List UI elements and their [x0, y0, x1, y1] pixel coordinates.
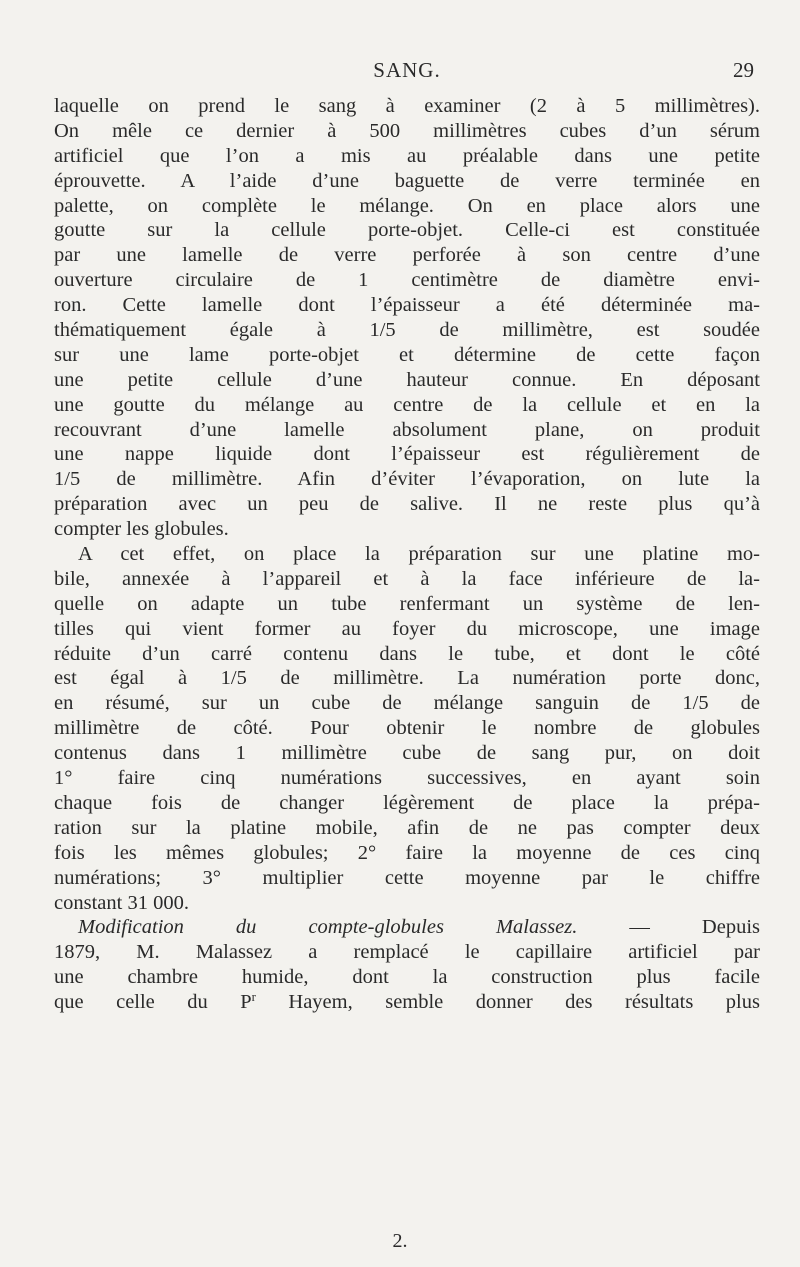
text-line: préparation avec un peu de salive. Il ne reste plus qu’à	[54, 493, 760, 516]
text-line: 1° faire cinq numérations successives, en ayant soin	[54, 767, 760, 790]
paragraph	[54, 915, 760, 1015]
heading-continuation: — Depuis	[577, 916, 760, 939]
text-line: thématiquement égale à 1/5 de millimètre, est soudée	[54, 319, 760, 342]
text-line: sur une lame porte-objet et détermine de cette façon	[54, 343, 760, 366]
text-line: éprouvette. A l’aide d’une baguette de verre terminée en	[54, 169, 760, 192]
text-line	[54, 915, 760, 940]
text-line: quelle on adapte un tube renfermant un système de len-	[54, 592, 760, 615]
text-fragment: Hayem, semble donner des résultats plus	[255, 991, 760, 1014]
text-line: ouverture circulaire de 1 centimètre de diamètre envi-	[54, 269, 760, 292]
text-line: est égal à 1/5 de millimètre. La numération porte donc,	[54, 667, 760, 690]
text-line: constant 31 000.	[54, 891, 189, 914]
text-line: ron. Cette lamelle dont l’épaisseur a été déterminée ma-	[54, 294, 760, 317]
paragraph	[54, 542, 760, 915]
text-line: tilles qui vient former au foyer du microscope, une image	[54, 617, 760, 640]
section-heading: Modification du compte-globules Malassez.	[78, 916, 578, 939]
text-line: fois les mêmes globules; 2° faire la moyenne de ces cinq	[54, 841, 760, 864]
text-line: une goutte du mélange au centre de la cellule et en la	[54, 393, 760, 416]
text-line: une petite cellule d’une hauteur connue. En déposant	[54, 368, 760, 391]
text-line: On mêle ce dernier à 500 millimètres cubes d’un sérum	[54, 119, 760, 142]
text-line: laquelle on prend le sang à examiner (2 à 5 millimètres).	[54, 95, 760, 117]
text-line: artificiel que l’on a mis au préalable dans une petite	[54, 144, 760, 167]
text-line: numérations; 3° multiplier cette moyenne par le chiffre	[54, 866, 760, 889]
text-line: goutte sur la cellule porte-objet. Celle-ci est constituée	[54, 219, 760, 242]
running-head	[54, 58, 760, 90]
text-line: compter les globules.	[54, 518, 229, 541]
text-line: A cet effet, on place la préparation sur une platine mo-	[78, 543, 760, 566]
text-line: ration sur la platine mobile, afin de ne pas compter deux	[54, 816, 760, 839]
text-line: millimètre de côté. Pour obtenir le nombre de globules	[54, 717, 760, 740]
text-line: réduite d’un carré contenu dans le tube, et dont le côté	[54, 642, 760, 665]
text-line: 1/5 de millimètre. Afin d’éviter l’évaporation, on lute la	[54, 468, 760, 491]
text-line: une chambre humide, dont la construction plus facile	[54, 966, 760, 989]
text-fragment: que celle du P	[54, 991, 252, 1014]
text-line: chaque fois de changer légèrement de place la prépa-	[54, 791, 760, 814]
text-line: recouvrant d’une lamelle absolument plane, on produit	[54, 418, 760, 441]
body-text	[54, 94, 760, 1015]
signature-mark: 2.	[392, 1230, 408, 1252]
text-line: palette, on complète le mélange. On en place alors une	[54, 194, 760, 217]
text-line: en résumé, sur un cube de mélange sanguin de 1/5 de	[54, 692, 760, 715]
superscript: r	[251, 990, 256, 1005]
page-number: 29	[733, 58, 754, 82]
text-line: 1879, M. Malassez a remplacé le capillaire artificiel par	[54, 941, 760, 964]
running-title: SANG.	[373, 58, 441, 82]
text-line: bile, annexée à l’appareil et à la face inférieure de la-	[54, 567, 760, 590]
text-line: par une lamelle de verre perforée à son centre d’une	[54, 244, 760, 267]
paragraph	[54, 94, 760, 542]
text-line: une nappe liquide dont l’épaisseur est régulièrement de	[54, 443, 760, 466]
text-line	[54, 990, 760, 1015]
text-line: contenus dans 1 millimètre cube de sang pur, on doit	[54, 742, 760, 765]
